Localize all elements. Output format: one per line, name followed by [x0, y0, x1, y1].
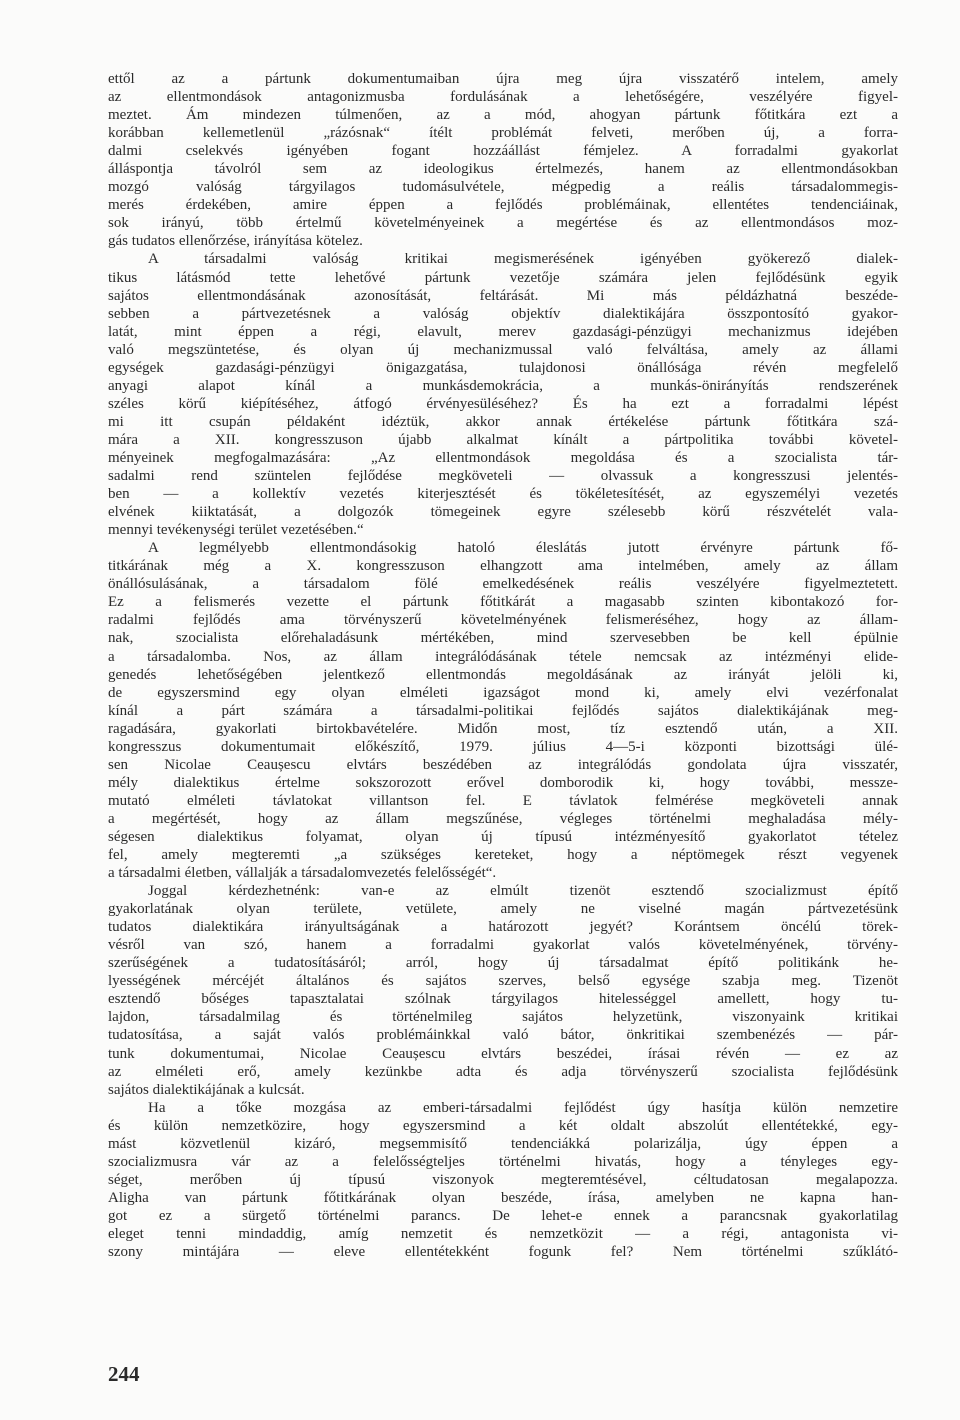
- text-line: mást közvetlenül kizáró, megsemmisítő tendenciákká polarizálja, úgy éppen a: [108, 1135, 898, 1152]
- text-line: szocializmusra vár az a felelősségteljes történelmi hivatás, hogy a tényleges egy-: [108, 1153, 898, 1170]
- text-line: lajdon, társadalmilag és történelmileg sajátos helyzetünk, viszonyaink kritikai: [108, 1009, 898, 1026]
- text-line: radalmi fejlődés ama törvényszerű követelményének felismeréséhez, hogy az állam-: [108, 612, 898, 629]
- text-line: tudatos dialektikára irányultságának a határozott jegyét? Korántsem öncélú törek-: [108, 919, 898, 936]
- text-line: a megértését, hogy az állam megszűnése, végleges történelmi meghaladása mély-: [108, 810, 898, 827]
- text-line: esztendő bőséges tapasztalatai szólnak tárgyilagos hitelességgel amellett, hogy tu-: [108, 991, 898, 1008]
- text-line: latát, mint éppen a régi, elavult, merev gazdasági-pénzügyi mechanizmus idejében: [108, 323, 898, 340]
- text-line: anyagi alapot kínál a munkásdemokrácia, a munkás-önirányítás rendszerének: [108, 377, 898, 394]
- text-line: tunk dokumentumai, Nicolae Ceaușescu elvtárs beszédei, írásai révén — ez az: [108, 1045, 898, 1062]
- text-line: egységek gazdasági-pénzügyi önigazgatása, tulajdonosi önállósága révén megfelelő: [108, 359, 898, 376]
- text-line: sajátos dialektikájának a kulcsát.: [108, 1081, 305, 1098]
- text-line: genedés lehetőségében jelentkező ellentmondás megoldásának az irányát jelöli ki,: [108, 666, 898, 683]
- text-line: eleget tenni mindaddig, amíg nemzetit és nemzetközit — a régi, antagonista vi-: [108, 1226, 898, 1242]
- page-number: 244: [108, 1362, 140, 1386]
- text-line: Ha a tőke mozgása az emberi-társadalmi fejlődést úgy hasítja külön nemzetire: [148, 1099, 898, 1116]
- text-line: sok irányú, több értelmű követelményeinek a megértése és az ellentmondásos moz-: [108, 215, 898, 232]
- text-line: álláspontja távolról sem az ideologikus értelmezés, hanem az ellentmondásokban: [108, 161, 898, 178]
- text-line: ben — a kollektív vezetés kiterjesztését és tökéletesítését, az egyszemélyi vezetés: [108, 486, 898, 503]
- text-line: korábban kellemetlenül „rázósnak“ ítélt problémát felveti, merőben új, a forra-: [108, 125, 898, 142]
- text-line: tikus látásmód tette lehetővé pártunk vezetője számára jelen fejlődésünk egyik: [108, 269, 898, 286]
- text-line: kongresszus dokumentumait előkészítő, 1979. július 4—5-i központi bizottsági ülé-: [108, 738, 898, 755]
- text-line: mennyi tevékenységi terület vezetésében.“: [108, 522, 364, 539]
- text-line: got ez a sürgető történelmi parancs. De lehet-e ennek a parancsnak gyakorlatilag: [108, 1207, 898, 1224]
- text-line: mély dialektikus értelme sokszorozott erővel domborodik ki, hogy további, messze-: [108, 774, 898, 791]
- body-text: [108, 70, 898, 1261]
- text-line: széles körű kiépítéséhez, átfogó érvényesüléséhez? És ha ezt a forradalmi lépést: [108, 395, 898, 412]
- text-line: ettől az a pártunk dokumentumaiban újra meg újra visszatérő intelem, amely: [108, 71, 898, 87]
- text-line: gyakorlatának olyan területe, vetülete, amely ne viselné magán pártvezetésünk: [108, 901, 898, 918]
- text-line: ségesen dialektikus folyamat, olyan új típusú intézményesítő gyakorlatot tételez: [108, 828, 898, 845]
- text-line: titkárának még a X. kongresszuson elhangzott ama intelmében, amely az állam: [108, 558, 898, 575]
- text-line: Ez a felismerés vezette el pártunk főtitkárát a magasabb szinten kibontakozó for-: [108, 594, 898, 611]
- paragraph: [108, 250, 898, 539]
- text-line: de egyszersmind egy olyan elméleti igazságot mond ki, amely elvi vezérfonalat: [108, 684, 898, 701]
- text-line: kínál a párt számára a társadalmi-politikai fejlődés sajátos dialektikájának meg-: [108, 702, 898, 719]
- text-line: meztet. Ám mindezen túlmenően, az a mód, ahogyan pártunk főtitkára ezt a: [108, 107, 898, 124]
- text-line: az ellentmondások antagonizmusba fordulásának a lehetőségére, veszélyére figyel-: [108, 89, 898, 106]
- text-line: Aligha van pártunk főtitkárának olyan beszéde, írása, amelyben ne kapna han-: [108, 1189, 898, 1206]
- text-line: a társadalomba. Nos, az állam integrálódásának tétele nemcsak az intézményi elide-: [108, 648, 898, 665]
- text-line: elvének kiiktatását, a dolgozók tömegeinek egyre szélesebb körű részvételét vala-: [108, 504, 898, 521]
- text-line: sajátos ellentmondásának azonosítását, feltárását. Mi más példázhatná beszéde-: [108, 287, 898, 304]
- text-line: nak, szocialista előrehaladásunk mértékében, mind szervesebben be kell épülnie: [108, 630, 898, 647]
- paragraph: [108, 70, 898, 250]
- text-line: ményeinek megfogalmazására: „Az ellentmondások megoldása és a szocialista tár-: [108, 449, 898, 466]
- text-line: sadalmi rend szüntelen fejlődése megköveteli — olvassuk a kongresszusi jelentés-: [108, 468, 898, 485]
- text-line: szerűségének a tudatosításáról; arról, hogy új társadalmat építő politikánk he-: [108, 955, 898, 972]
- text-line: mára a XII. kongresszuson újabb alkalmat kínált a pártpolitika további követel-: [108, 431, 898, 448]
- text-line: Joggal kérdezhetnénk: van-e az elmúlt tizenöt esztendő szocializmust építő: [148, 883, 898, 900]
- text-line: ragadására, gyakorlati birtokbavételére. Midőn most, tíz esztendő után, a XII.: [108, 720, 898, 737]
- text-line: mutató elméleti távlatokat villantson fel. E távlatok felmérése megköveteli annak: [108, 792, 898, 809]
- text-line: a társadalmi életben, vállalják a társadalomvezetés felelősségét“.: [108, 865, 497, 882]
- text-line: mi itt csupán példaként idéztük, akkor annak értékelése pártunk főtitkára szá-: [108, 413, 898, 430]
- text-line: és külön nemzetközire, hogy egyszersmind a két oldalt abszolút ellentétekké, egy-: [108, 1117, 898, 1134]
- text-line: az elméleti erő, amely kezünkbe adta és adja törvényszerű szocialista fejlődésünk: [108, 1063, 898, 1080]
- text-line: fel, amely megteremti „a szükséges kereteket, hogy a néptömegek részt vegyenek: [108, 847, 898, 864]
- text-line: sen Nicolae Ceaușescu elvtárs beszédében az integrálódás gondolata újra visszatér,: [108, 756, 898, 773]
- text-line: vésről van szó, hanem a forradalmi gyakorlat valós követelményének, törvény-: [108, 937, 898, 954]
- text-line: lyességének mércéjét általános és sajátos szerves, belső egysége szabja meg. Tizenöt: [108, 973, 898, 990]
- text-line: merés érdekében, amire éppen a fejlődés problémáinak, ellentétes tendenciáinak,: [108, 197, 898, 214]
- text-line: szony mintájára — eleve ellentétekként fogunk fel? Nem történelmi szűklátó-: [108, 1244, 898, 1261]
- text-line: gás tudatos ellenőrzése, irányítása kötelez.: [108, 233, 363, 250]
- text-line: tudatosítása, a saját valós problémáinkkal való bátor, önkritikai szembenézés — pár-: [108, 1027, 898, 1044]
- text-line: dalmi cselekvés igényében fogant hozzáállást fémjelez. A forradalmi gyakorlat: [108, 143, 898, 160]
- text-line: A legmélyebb ellentmondásokig hatoló éleslátás jutott érvényre pártunk fő-: [148, 540, 898, 557]
- paragraph: [108, 1099, 898, 1261]
- text-line: mozgó valóság tárgyilagos tudomásulvétele, mégpedig a reális társadalommegis-: [108, 179, 898, 196]
- text-line: önállósulásának, a társadalom fölé emelkedésének reális veszélyére figyelmeztetett.: [108, 576, 898, 593]
- paragraph: [108, 539, 898, 882]
- text-line: A társadalmi valóság kritikai megismerésének igényében gyökerező dialek-: [148, 251, 898, 268]
- paragraph: [108, 882, 898, 1099]
- text-line: sebben a pártvezetésnek a valóság objektív dialektikájára összpontosító gyakor-: [108, 305, 898, 322]
- text-line: séget, merőben új típusú viszonyok megteremtésével, céltudatosan megalapozza.: [108, 1171, 898, 1188]
- text-line: való megszüntetése, és olyan új mechanizmussal való felváltása, amely az állami: [108, 341, 898, 358]
